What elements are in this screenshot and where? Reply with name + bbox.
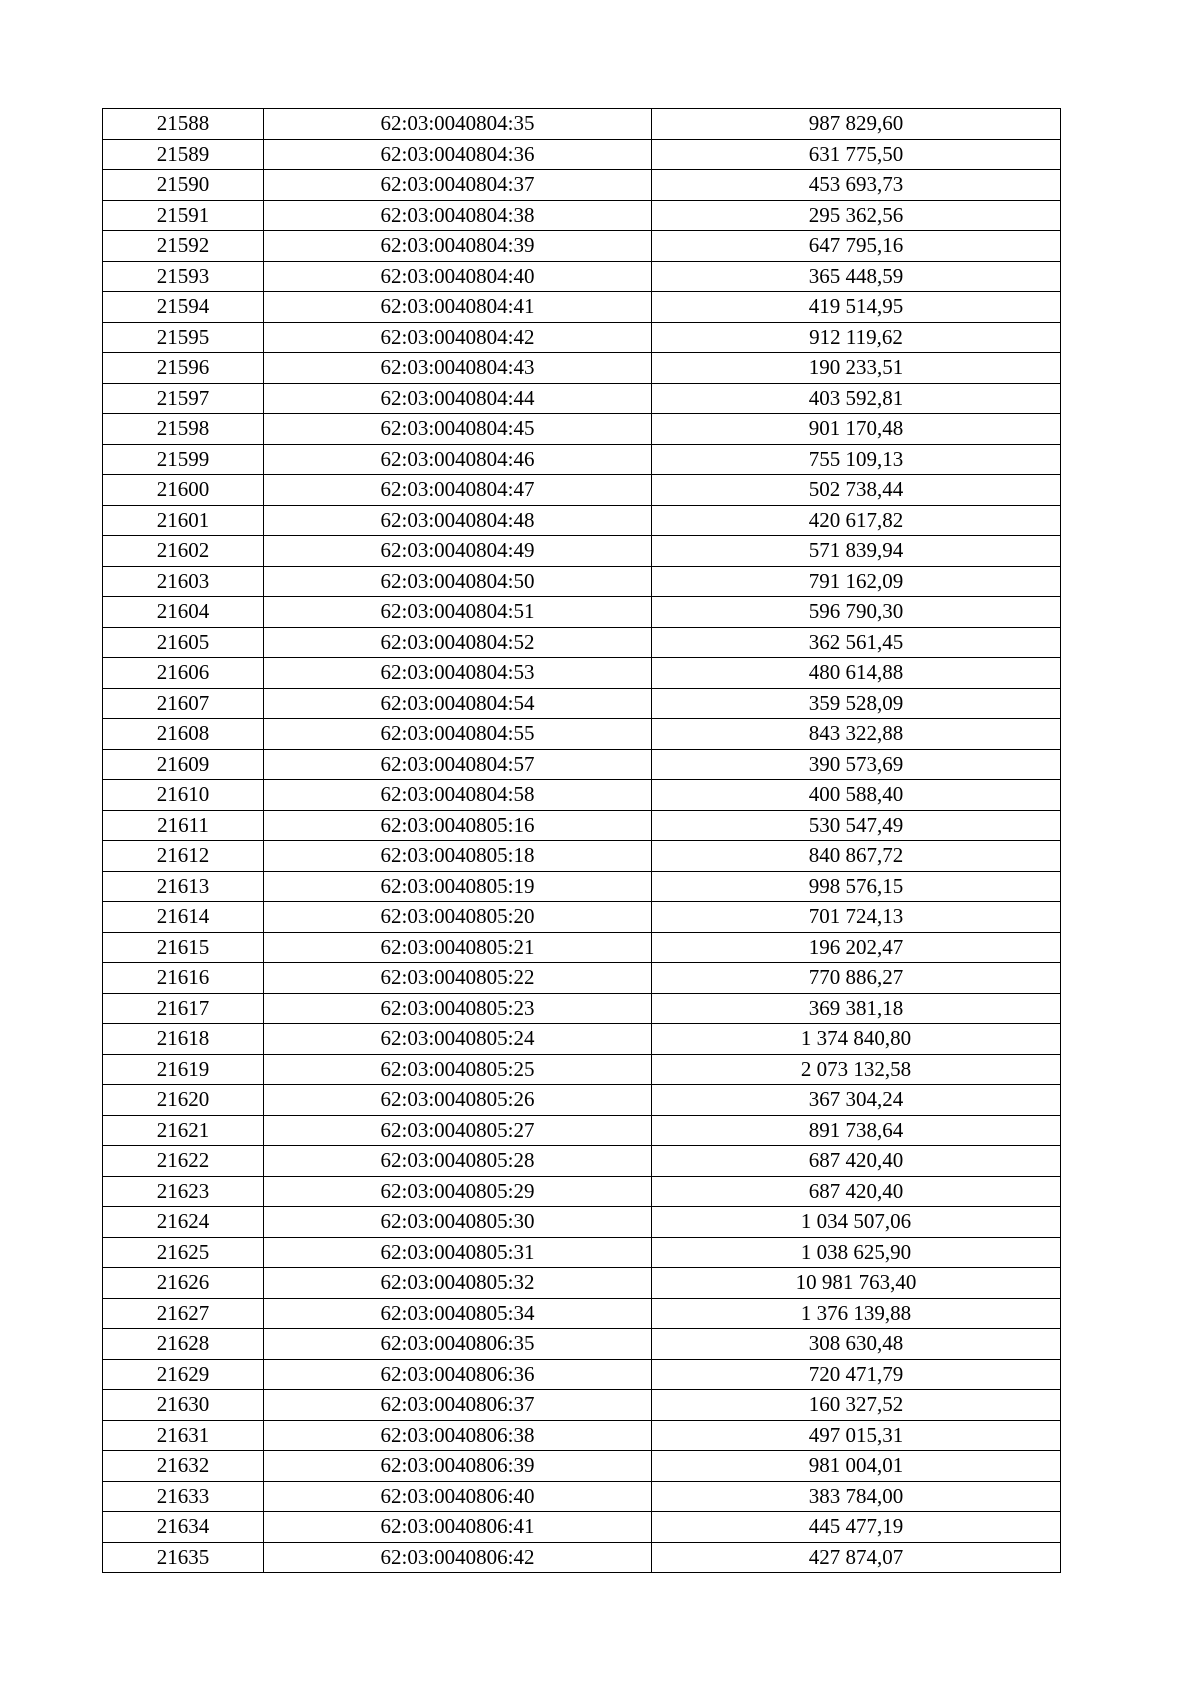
table-row bbox=[103, 1542, 1061, 1573]
table-row bbox=[103, 1146, 1061, 1177]
value-cell: 10 981 763,40 bbox=[652, 1268, 1061, 1299]
cadastral-number-cell: 62:03:0040806:41 bbox=[264, 1512, 652, 1543]
value-cell: 390 573,69 bbox=[652, 749, 1061, 780]
cadastral-number-cell: 62:03:0040806:40 bbox=[264, 1481, 652, 1512]
cadastral-number-cell: 62:03:0040805:23 bbox=[264, 993, 652, 1024]
row-number-cell: 21596 bbox=[103, 353, 264, 384]
table-row bbox=[103, 109, 1061, 140]
value-cell: 2 073 132,58 bbox=[652, 1054, 1061, 1085]
row-number-cell: 21623 bbox=[103, 1176, 264, 1207]
table-row bbox=[103, 1481, 1061, 1512]
value-cell: 295 362,56 bbox=[652, 200, 1061, 231]
cadastral-number-cell: 62:03:0040804:38 bbox=[264, 200, 652, 231]
cadastral-number-cell: 62:03:0040804:51 bbox=[264, 597, 652, 628]
row-number-cell: 21598 bbox=[103, 414, 264, 445]
value-cell: 891 738,64 bbox=[652, 1115, 1061, 1146]
table-row bbox=[103, 719, 1061, 750]
cadastral-number-cell: 62:03:0040805:29 bbox=[264, 1176, 652, 1207]
value-cell: 445 477,19 bbox=[652, 1512, 1061, 1543]
value-cell: 453 693,73 bbox=[652, 170, 1061, 201]
row-number-cell: 21606 bbox=[103, 658, 264, 689]
cadastral-number-cell: 62:03:0040804:46 bbox=[264, 444, 652, 475]
row-number-cell: 21621 bbox=[103, 1115, 264, 1146]
cadastral-number-cell: 62:03:0040806:42 bbox=[264, 1542, 652, 1573]
table-row bbox=[103, 871, 1061, 902]
table-row bbox=[103, 1054, 1061, 1085]
cadastral-number-cell: 62:03:0040806:39 bbox=[264, 1451, 652, 1482]
cadastral-number-cell: 62:03:0040804:50 bbox=[264, 566, 652, 597]
cadastral-number-cell: 62:03:0040805:28 bbox=[264, 1146, 652, 1177]
value-cell: 631 775,50 bbox=[652, 139, 1061, 170]
row-number-cell: 21608 bbox=[103, 719, 264, 750]
table-row bbox=[103, 139, 1061, 170]
value-cell: 190 233,51 bbox=[652, 353, 1061, 384]
value-cell: 701 724,13 bbox=[652, 902, 1061, 933]
value-cell: 530 547,49 bbox=[652, 810, 1061, 841]
table-row bbox=[103, 841, 1061, 872]
table-row bbox=[103, 1268, 1061, 1299]
value-cell: 362 561,45 bbox=[652, 627, 1061, 658]
table-row bbox=[103, 1390, 1061, 1421]
table-row bbox=[103, 536, 1061, 567]
table-body bbox=[103, 109, 1061, 1573]
value-cell: 365 448,59 bbox=[652, 261, 1061, 292]
cadastral-number-cell: 62:03:0040805:18 bbox=[264, 841, 652, 872]
table-row bbox=[103, 170, 1061, 201]
cadastral-number-cell: 62:03:0040805:26 bbox=[264, 1085, 652, 1116]
cadastral-number-cell: 62:03:0040804:52 bbox=[264, 627, 652, 658]
value-cell: 981 004,01 bbox=[652, 1451, 1061, 1482]
table-row bbox=[103, 810, 1061, 841]
table-row bbox=[103, 444, 1061, 475]
row-number-cell: 21626 bbox=[103, 1268, 264, 1299]
value-cell: 403 592,81 bbox=[652, 383, 1061, 414]
cadastral-number-cell: 62:03:0040804:42 bbox=[264, 322, 652, 353]
table-row bbox=[103, 932, 1061, 963]
value-cell: 497 015,31 bbox=[652, 1420, 1061, 1451]
row-number-cell: 21616 bbox=[103, 963, 264, 994]
row-number-cell: 21624 bbox=[103, 1207, 264, 1238]
row-number-cell: 21610 bbox=[103, 780, 264, 811]
cadastral-number-cell: 62:03:0040806:36 bbox=[264, 1359, 652, 1390]
cadastral-number-cell: 62:03:0040804:54 bbox=[264, 688, 652, 719]
cadastral-number-cell: 62:03:0040804:49 bbox=[264, 536, 652, 567]
cadastral-number-cell: 62:03:0040804:40 bbox=[264, 261, 652, 292]
row-number-cell: 21617 bbox=[103, 993, 264, 1024]
row-number-cell: 21619 bbox=[103, 1054, 264, 1085]
value-cell: 720 471,79 bbox=[652, 1359, 1061, 1390]
cadastral-number-cell: 62:03:0040804:41 bbox=[264, 292, 652, 323]
table-row bbox=[103, 414, 1061, 445]
row-number-cell: 21618 bbox=[103, 1024, 264, 1055]
value-cell: 400 588,40 bbox=[652, 780, 1061, 811]
value-cell: 770 886,27 bbox=[652, 963, 1061, 994]
table-row bbox=[103, 292, 1061, 323]
cadastral-number-cell: 62:03:0040805:24 bbox=[264, 1024, 652, 1055]
table-row bbox=[103, 1329, 1061, 1360]
row-number-cell: 21630 bbox=[103, 1390, 264, 1421]
cadastral-number-cell: 62:03:0040804:48 bbox=[264, 505, 652, 536]
row-number-cell: 21628 bbox=[103, 1329, 264, 1360]
table-row bbox=[103, 780, 1061, 811]
row-number-cell: 21601 bbox=[103, 505, 264, 536]
value-cell: 419 514,95 bbox=[652, 292, 1061, 323]
row-number-cell: 21631 bbox=[103, 1420, 264, 1451]
row-number-cell: 21614 bbox=[103, 902, 264, 933]
row-number-cell: 21599 bbox=[103, 444, 264, 475]
row-number-cell: 21607 bbox=[103, 688, 264, 719]
row-number-cell: 21612 bbox=[103, 841, 264, 872]
row-number-cell: 21594 bbox=[103, 292, 264, 323]
cadastral-number-cell: 62:03:0040805:16 bbox=[264, 810, 652, 841]
table-row bbox=[103, 1207, 1061, 1238]
cadastral-number-cell: 62:03:0040805:20 bbox=[264, 902, 652, 933]
cadastral-number-cell: 62:03:0040805:34 bbox=[264, 1298, 652, 1329]
table-row bbox=[103, 749, 1061, 780]
row-number-cell: 21605 bbox=[103, 627, 264, 658]
value-cell: 912 119,62 bbox=[652, 322, 1061, 353]
value-cell: 1 034 507,06 bbox=[652, 1207, 1061, 1238]
value-cell: 383 784,00 bbox=[652, 1481, 1061, 1512]
value-cell: 998 576,15 bbox=[652, 871, 1061, 902]
table-row bbox=[103, 1298, 1061, 1329]
table-row bbox=[103, 1085, 1061, 1116]
value-cell: 987 829,60 bbox=[652, 109, 1061, 140]
table-row bbox=[103, 261, 1061, 292]
table-row bbox=[103, 1359, 1061, 1390]
cadastral-number-cell: 62:03:0040804:57 bbox=[264, 749, 652, 780]
value-cell: 596 790,30 bbox=[652, 597, 1061, 628]
cadastral-number-cell: 62:03:0040804:44 bbox=[264, 383, 652, 414]
value-cell: 843 322,88 bbox=[652, 719, 1061, 750]
row-number-cell: 21632 bbox=[103, 1451, 264, 1482]
table-row bbox=[103, 505, 1061, 536]
table-row bbox=[103, 902, 1061, 933]
row-number-cell: 21597 bbox=[103, 383, 264, 414]
cadastral-number-cell: 62:03:0040804:36 bbox=[264, 139, 652, 170]
row-number-cell: 21590 bbox=[103, 170, 264, 201]
table-row bbox=[103, 963, 1061, 994]
table-row bbox=[103, 688, 1061, 719]
cadastral-number-cell: 62:03:0040806:37 bbox=[264, 1390, 652, 1421]
cadastral-number-cell: 62:03:0040805:27 bbox=[264, 1115, 652, 1146]
row-number-cell: 21592 bbox=[103, 231, 264, 262]
table-row bbox=[103, 1115, 1061, 1146]
cadastral-number-cell: 62:03:0040805:30 bbox=[264, 1207, 652, 1238]
value-cell: 901 170,48 bbox=[652, 414, 1061, 445]
row-number-cell: 21593 bbox=[103, 261, 264, 292]
cadastral-number-cell: 62:03:0040804:43 bbox=[264, 353, 652, 384]
value-cell: 427 874,07 bbox=[652, 1542, 1061, 1573]
value-cell: 1 038 625,90 bbox=[652, 1237, 1061, 1268]
row-number-cell: 21611 bbox=[103, 810, 264, 841]
cadastral-number-cell: 62:03:0040806:35 bbox=[264, 1329, 652, 1360]
row-number-cell: 21634 bbox=[103, 1512, 264, 1543]
value-cell: 160 327,52 bbox=[652, 1390, 1061, 1421]
value-cell: 687 420,40 bbox=[652, 1176, 1061, 1207]
row-number-cell: 21615 bbox=[103, 932, 264, 963]
value-cell: 647 795,16 bbox=[652, 231, 1061, 262]
row-number-cell: 21589 bbox=[103, 139, 264, 170]
cadastral-number-cell: 62:03:0040805:25 bbox=[264, 1054, 652, 1085]
value-cell: 480 614,88 bbox=[652, 658, 1061, 689]
value-cell: 755 109,13 bbox=[652, 444, 1061, 475]
value-cell: 687 420,40 bbox=[652, 1146, 1061, 1177]
row-number-cell: 21603 bbox=[103, 566, 264, 597]
value-cell: 840 867,72 bbox=[652, 841, 1061, 872]
table-row bbox=[103, 322, 1061, 353]
row-number-cell: 21595 bbox=[103, 322, 264, 353]
table-row bbox=[103, 1024, 1061, 1055]
value-cell: 359 528,09 bbox=[652, 688, 1061, 719]
row-number-cell: 21635 bbox=[103, 1542, 264, 1573]
table-row bbox=[103, 353, 1061, 384]
row-number-cell: 21613 bbox=[103, 871, 264, 902]
table-row bbox=[103, 1451, 1061, 1482]
table-row bbox=[103, 658, 1061, 689]
cadastral-number-cell: 62:03:0040805:31 bbox=[264, 1237, 652, 1268]
value-cell: 502 738,44 bbox=[652, 475, 1061, 506]
table-row bbox=[103, 627, 1061, 658]
cadastral-number-cell: 62:03:0040805:19 bbox=[264, 871, 652, 902]
cadastral-number-cell: 62:03:0040804:39 bbox=[264, 231, 652, 262]
cadastral-number-cell: 62:03:0040804:58 bbox=[264, 780, 652, 811]
cadastral-number-cell: 62:03:0040804:37 bbox=[264, 170, 652, 201]
table-row bbox=[103, 1512, 1061, 1543]
cadastral-value-table bbox=[102, 108, 1061, 1573]
value-cell: 196 202,47 bbox=[652, 932, 1061, 963]
row-number-cell: 21591 bbox=[103, 200, 264, 231]
table-row bbox=[103, 597, 1061, 628]
value-cell: 1 376 139,88 bbox=[652, 1298, 1061, 1329]
row-number-cell: 21602 bbox=[103, 536, 264, 567]
row-number-cell: 21588 bbox=[103, 109, 264, 140]
cadastral-number-cell: 62:03:0040804:45 bbox=[264, 414, 652, 445]
row-number-cell: 21625 bbox=[103, 1237, 264, 1268]
table-row bbox=[103, 566, 1061, 597]
row-number-cell: 21629 bbox=[103, 1359, 264, 1390]
table-row bbox=[103, 231, 1061, 262]
table-row bbox=[103, 993, 1061, 1024]
row-number-cell: 21633 bbox=[103, 1481, 264, 1512]
row-number-cell: 21620 bbox=[103, 1085, 264, 1116]
row-number-cell: 21609 bbox=[103, 749, 264, 780]
table-row bbox=[103, 1176, 1061, 1207]
row-number-cell: 21600 bbox=[103, 475, 264, 506]
cadastral-number-cell: 62:03:0040806:38 bbox=[264, 1420, 652, 1451]
value-cell: 420 617,82 bbox=[652, 505, 1061, 536]
cadastral-number-cell: 62:03:0040804:35 bbox=[264, 109, 652, 140]
table-row bbox=[103, 1237, 1061, 1268]
row-number-cell: 21622 bbox=[103, 1146, 264, 1177]
cadastral-number-cell: 62:03:0040804:47 bbox=[264, 475, 652, 506]
row-number-cell: 21627 bbox=[103, 1298, 264, 1329]
value-cell: 791 162,09 bbox=[652, 566, 1061, 597]
value-cell: 571 839,94 bbox=[652, 536, 1061, 567]
value-cell: 308 630,48 bbox=[652, 1329, 1061, 1360]
table-row bbox=[103, 200, 1061, 231]
cadastral-number-cell: 62:03:0040804:55 bbox=[264, 719, 652, 750]
value-cell: 367 304,24 bbox=[652, 1085, 1061, 1116]
cadastral-number-cell: 62:03:0040805:32 bbox=[264, 1268, 652, 1299]
table-row bbox=[103, 383, 1061, 414]
table-row bbox=[103, 475, 1061, 506]
value-cell: 369 381,18 bbox=[652, 993, 1061, 1024]
table-row bbox=[103, 1420, 1061, 1451]
value-cell: 1 374 840,80 bbox=[652, 1024, 1061, 1055]
row-number-cell: 21604 bbox=[103, 597, 264, 628]
cadastral-number-cell: 62:03:0040804:53 bbox=[264, 658, 652, 689]
cadastral-number-cell: 62:03:0040805:21 bbox=[264, 932, 652, 963]
cadastral-number-cell: 62:03:0040805:22 bbox=[264, 963, 652, 994]
